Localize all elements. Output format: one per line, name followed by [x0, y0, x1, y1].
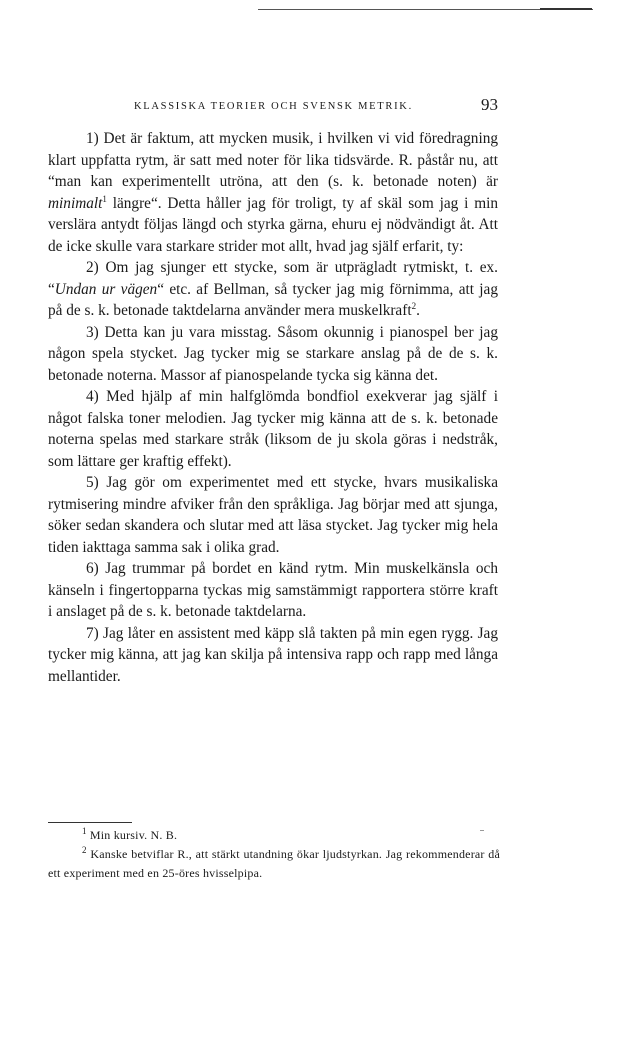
footnotes: [48, 826, 500, 883]
footnote-ref-2: 2: [411, 300, 417, 311]
footnote-1: [48, 826, 500, 845]
paragraph-1-text-b: längre“. Detta håller jag för troligt, ty af skäl som jag i min verslära antydt följas längd och styrka gärna, ehuru ej nödvändigt åt. Att de icke skulle vara starkare strider mot allt, hvad jag själf erfarit, ty:: [48, 194, 498, 255]
footnote-rule: [48, 822, 132, 823]
footnote-2: [48, 845, 500, 883]
paragraph-2-text-b: “ etc. af Bellman, så tycker jag mig förnimma, att jag på de s. k. betonade taktdelarna använder mera muskelkraft: [48, 280, 498, 319]
running-title: KLASSISKA TEORIER OCH SVENSK METRIK.: [134, 101, 413, 112]
footnote-1-text: Min kursiv. N. B.: [89, 828, 178, 842]
paragraph-4: 4) Med hjälp af min halfglömda bondfiol exekverar jag själf i något falska toner melodien. Jag tycker mig känna att de s. k. betonade noterna spelas med starkare stråk (liksom de ju skola göras i nedstråk, som lättare ger kraftig effekt).: [48, 388, 498, 470]
footnote-2-text: Kanske betviflar R., att stärkt utandning ökar ljudstyrkan. Jag rekommenderar då ett experiment med en 25-öres hvisselpipa.: [48, 847, 501, 880]
paragraph-2-text-c: .: [416, 302, 420, 319]
paragraph-5: 5) Jag gör om experimentet med ett stycke, hvars musikaliska rytmisering mindre afviker från den språkliga. Jag börjar med att sjunga, söker sedan skandera och slutar med att läsa stycket. Jag tycker mig hela tiden iakttaga samma sak i olika grad.: [48, 474, 498, 556]
page-header: [48, 95, 498, 117]
emphasis-song-title: Undan ur vägen: [54, 280, 158, 298]
footnote-ref-1: 1: [102, 193, 107, 204]
paragraph-7: 7) Jag låter en assistent med käpp slå takten på min egen rygg. Jag tycker mig känna, att jag kan skilja på intensiva rapp och rapp med långa mellantider.: [48, 624, 498, 685]
top-rule-mark: [540, 8, 592, 10]
body-text: [48, 128, 498, 687]
emphasis-minimalt: minimalt: [48, 194, 103, 212]
page-number: 93: [481, 95, 498, 114]
paragraph-6: 6) Jag trummar på bordet en känd rytm. Min muskelkänsla och känseln i fingertopparna tyckas mig samstämmigt rapportera större kraft i anslaget på de s. k. betonade taktdelarna.: [48, 560, 498, 620]
paragraph-1-text-a: 1) Det är faktum, att mycken musik, i hvilken vi vid föredragning klart uppfatta rytm, är satt med noter för lika tidsvärde. R. påstår nu, att “man kan experimentellt utröna, att den (s. k. betonade noten) är: [48, 130, 498, 190]
paragraph-2: [48, 257, 498, 322]
footnote-1-mark: 1: [82, 826, 87, 836]
paragraph-1: [48, 128, 498, 257]
paragraph-3: 3) Detta kan ju vara misstag. Såsom okunnig i pianospel ber jag någon spela stycket. Jag tycker mig se starkare anslag på de de s. k. betonade noterna. Massor af pianospelande tycka sig känna det.: [48, 323, 498, 384]
paragraph-2-text-a: 2) Om jag sjunger ett stycke, som är utprägladt rytmiskt, t. ex. “: [48, 259, 498, 298]
footnote-2-mark: 2: [82, 845, 87, 855]
